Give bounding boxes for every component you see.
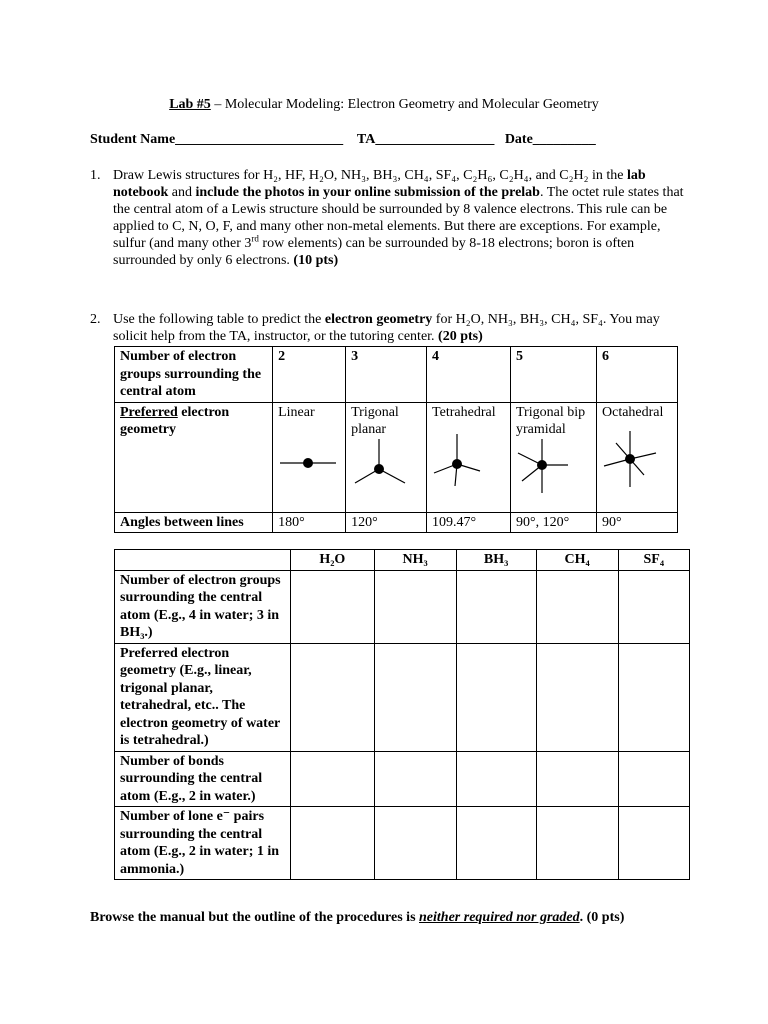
blank-header-cell [115, 550, 291, 571]
answer-cell[interactable] [618, 807, 689, 880]
table-row [115, 402, 678, 512]
row-label-angles: Angles between lines [115, 512, 273, 533]
row-label: Number of lone e⁻ pairs surrounding the central atom (E.g., 2 in water; 1 in ammonia.) [115, 807, 291, 880]
answer-cell[interactable] [291, 751, 375, 807]
trigonal-planar-icon [351, 439, 417, 499]
prediction-table [114, 549, 690, 880]
question-1 [90, 167, 690, 269]
answer-cell[interactable] [536, 643, 618, 751]
student-info-line: Student Name________________________ TA_________________ Date_________ [90, 132, 596, 147]
column-header-sf4: SF₄ [618, 550, 689, 571]
row-label: Number of bonds surrounding the central atom (E.g., 2 in water.) [115, 751, 291, 807]
column-header-h2o: H₂O [291, 550, 375, 571]
answer-cell[interactable] [618, 570, 689, 643]
table-row [115, 643, 690, 751]
groups-cell: 5 [511, 347, 597, 403]
answer-cell[interactable] [291, 570, 375, 643]
answer-cell[interactable] [374, 751, 456, 807]
geometry-reference-table [114, 346, 678, 533]
table-row [115, 751, 690, 807]
row-label: Number of electron groups surrounding the central atom (E.g., 4 in water; 3 in BH₃.) [115, 570, 291, 643]
column-header-nh3: NH₃ [374, 550, 456, 571]
answer-cell[interactable] [456, 570, 536, 643]
angle-cell: 180° [273, 512, 346, 533]
answer-cell[interactable] [618, 643, 689, 751]
groups-cell: 3 [346, 347, 427, 403]
linear-geometry-icon [278, 421, 340, 497]
geometry-cell-octahedral: Octahedral [597, 402, 678, 512]
answer-cell[interactable] [456, 643, 536, 751]
angle-cell: 90°, 120° [511, 512, 597, 533]
table-row [115, 807, 690, 880]
groups-cell: 6 [597, 347, 678, 403]
row-label: Preferred electron geometry (E.g., linear, trigonal planar, tetrahedral, etc.. The electron geometry of water is tetrahedral.) [115, 643, 291, 751]
answer-cell[interactable] [536, 751, 618, 807]
question-2-points: (20 pts) [438, 329, 483, 344]
row-label-groups: Number of electron groups surrounding the central atom [115, 347, 273, 403]
table-row [115, 512, 678, 533]
question-1-points: (10 pts) [293, 253, 339, 268]
answer-cell[interactable] [536, 807, 618, 880]
question-2 [90, 311, 690, 345]
question-2-number: 2. [90, 312, 101, 327]
answer-cell[interactable] [374, 570, 456, 643]
column-header-ch4: CH₄ [536, 550, 618, 571]
geometry-cell-linear: Linear [273, 402, 346, 512]
trigonal-bipyramidal-icon [516, 439, 588, 497]
answer-cell[interactable] [618, 751, 689, 807]
answer-cell[interactable] [456, 751, 536, 807]
answer-cell[interactable] [291, 807, 375, 880]
geometry-cell-trigonal-bipyramidal: Trigonal bipyramidal [511, 402, 597, 512]
geometry-cell-trigonal-planar: Trigonal planar [346, 402, 427, 512]
octahedral-icon [602, 421, 672, 497]
groups-cell: 4 [427, 347, 511, 403]
question-1-text: Draw Lewis structures for H₂, HF, H₂O, NH₃, BH₃, CH₄, SF₄, C₂H₆, C₂H₄, and C₂H₂ in the lab notebook and include the photos in your online submission of the prelab. The octet rule states that the central atom of a Lewis structure should be surrounded by 8 valence electrons. This rule can be applied to C, N, O, F, and many other non-metal elements. But there are exceptions. For example, sulfur (and many other 3rd row elements) can be surrounded by 8‑18 electrons; boron is often surrounded by only 6 electrons. (10 pts) [113, 168, 684, 268]
table-row [115, 570, 690, 643]
angle-cell: 109.47° [427, 512, 511, 533]
row-label-geometry: Preferred electron geometry [115, 402, 273, 512]
tetrahedral-icon [432, 421, 502, 497]
footer-note: Browse the manual but the outline of the procedures is neither required nor graded. (0 pts) [90, 910, 625, 925]
answer-cell[interactable] [374, 643, 456, 751]
table-header-row [115, 550, 690, 571]
question-1-number: 1. [90, 168, 101, 183]
page-title [0, 96, 768, 113]
groups-cell: 2 [273, 347, 346, 403]
column-header-bh3: BH₃ [456, 550, 536, 571]
title-text: – Molecular Modeling: Electron Geometry and Molecular Geometry [210, 97, 599, 112]
table-row [115, 347, 678, 403]
answer-cell[interactable] [291, 643, 375, 751]
angle-cell: 120° [346, 512, 427, 533]
question-2-text: Use the following table to predict the electron geometry for H₂O, NH₃, BH₃, CH₄, SF₄. You may solicit help from the TA, instructor, or the tutoring center. (20 pts) [113, 312, 660, 344]
angle-cell: 90° [597, 512, 678, 533]
answer-cell[interactable] [536, 570, 618, 643]
answer-cell[interactable] [374, 807, 456, 880]
answer-cell[interactable] [456, 807, 536, 880]
lab-number: Lab #5 [169, 97, 211, 112]
geometry-cell-tetrahedral: Tetrahedral [427, 402, 511, 512]
